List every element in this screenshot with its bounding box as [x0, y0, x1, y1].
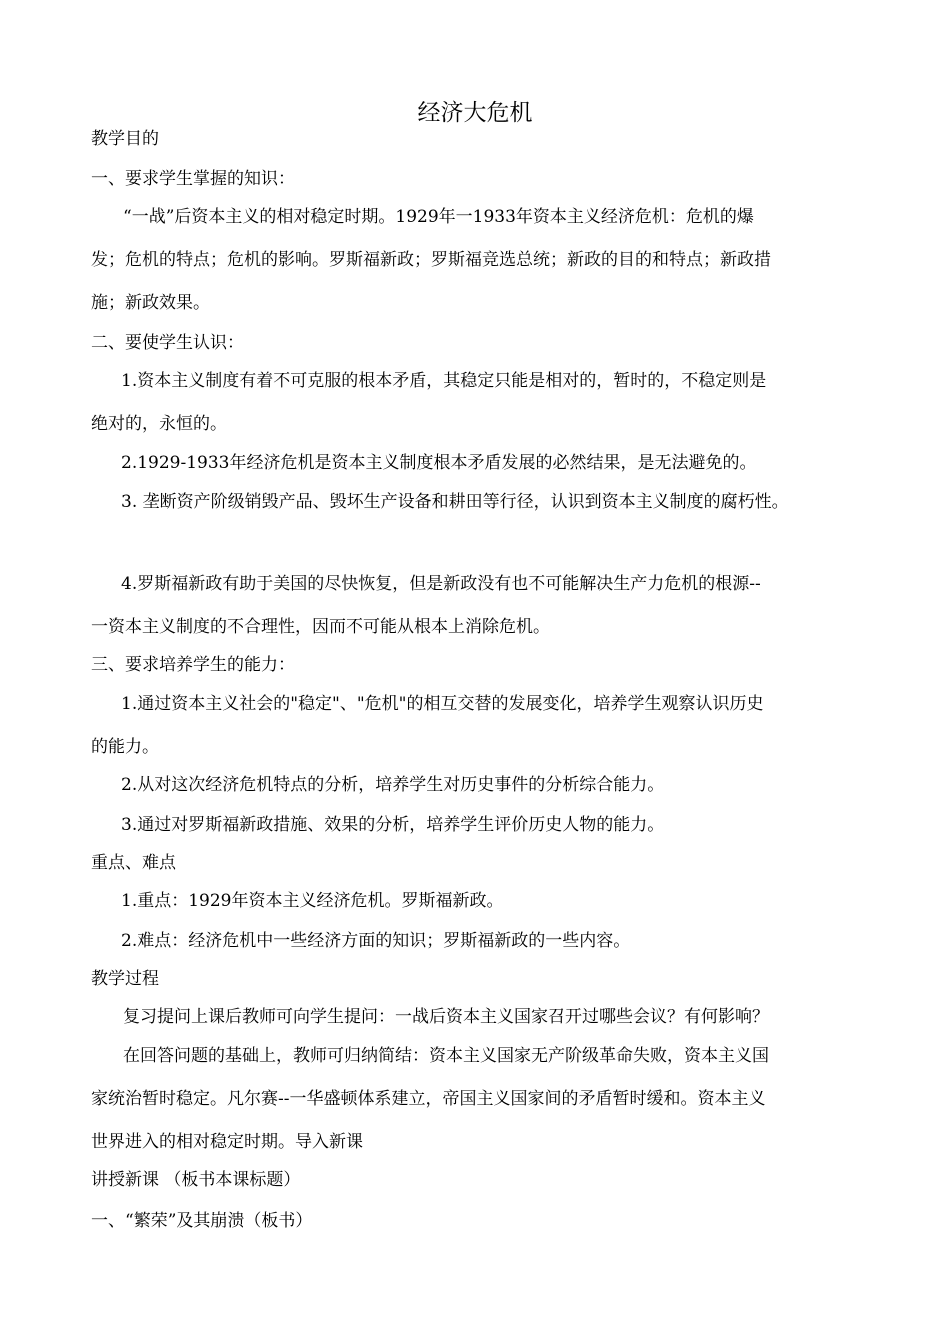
list-item: 2.从对这次经济危机特点的分析，培养学生对历史事件的分析综合能力。 [121, 775, 665, 795]
paragraph-line: 一资本主义制度的不合理性，因而不可能从根本上消除危机。 [91, 617, 550, 637]
list-item: 2.难点：经济危机中一些经济方面的知识；罗斯福新政的一些内容。 [121, 931, 631, 951]
section-heading-prosperity: 一、“繁荣”及其崩溃（板书） [91, 1211, 313, 1231]
paragraph-line: “一战”后资本主义的相对稳定时期。1929年一1933年资本主义经济危机：危机的爆 [123, 207, 754, 227]
section-heading-knowledge: 一、要求学生掌握的知识： [91, 169, 295, 189]
paragraph-line: 世界进入的相对稳定时期。导入新课 [91, 1132, 363, 1152]
section-heading-abilities: 三、要求培养学生的能力： [91, 655, 295, 675]
document-title: 经济大危机 [417, 100, 533, 126]
heading-key-points: 重点、难点 [91, 853, 176, 873]
heading-teaching-goals: 教学目的 [91, 129, 159, 149]
list-item: 4.罗斯福新政有助于美国的尽快恢复，但是新政没有也不可能解决生产力危机的根源-- [121, 574, 761, 594]
paragraph-line: 施；新政效果。 [91, 293, 210, 313]
list-item: 3. 垄断资产阶级销毁产品、毁坏生产设备和耕田等行径，认识到资本主义制度的腐朽性。 [121, 492, 789, 512]
paragraph-line: 的能力。 [91, 737, 159, 757]
paragraph-line: 复习提问上课后教师可向学生提问：一战后资本主义国家召开过哪些会议？有何影响？ [123, 1007, 769, 1027]
list-item: 2.1929-1933年经济危机是资本主义制度根本矛盾发展的必然结果，是无法避免的。 [121, 453, 757, 473]
list-item: 1.通过资本主义社会的"稳定"、"危机"的相互交替的发展变化，培养学生观察认识历史 [121, 694, 764, 714]
list-item: 1.重点：1929年资本主义经济危机。罗斯福新政。 [121, 891, 504, 911]
list-item: 3.通过对罗斯福新政措施、效果的分析，培养学生评价历史人物的能力。 [121, 815, 665, 835]
paragraph-line: 家统治暂时稳定。凡尔赛--一华盛顿体系建立，帝国主义国家间的矛盾暂时缓和。资本主义 [91, 1089, 766, 1109]
paragraph-line: 绝对的，永恒的。 [91, 414, 227, 434]
paragraph-line: 发；危机的特点；危机的影响。罗斯福新政；罗斯福竞选总统；新政的目的和特点；新政措 [91, 250, 771, 270]
section-heading-understanding: 二、要使学生认识： [91, 333, 244, 353]
heading-teaching-process: 教学过程 [91, 969, 159, 989]
paragraph-line: 在回答问题的基础上，教师可归纳简结：资本主义国家无产阶级革命失败，资本主义国 [123, 1046, 769, 1066]
heading-new-lesson: 讲授新课 （板书本课标题） [91, 1170, 301, 1190]
list-item: 1.资本主义制度有着不可克服的根本矛盾，其稳定只能是相对的，暂时的，不稳定则是 [121, 371, 767, 391]
